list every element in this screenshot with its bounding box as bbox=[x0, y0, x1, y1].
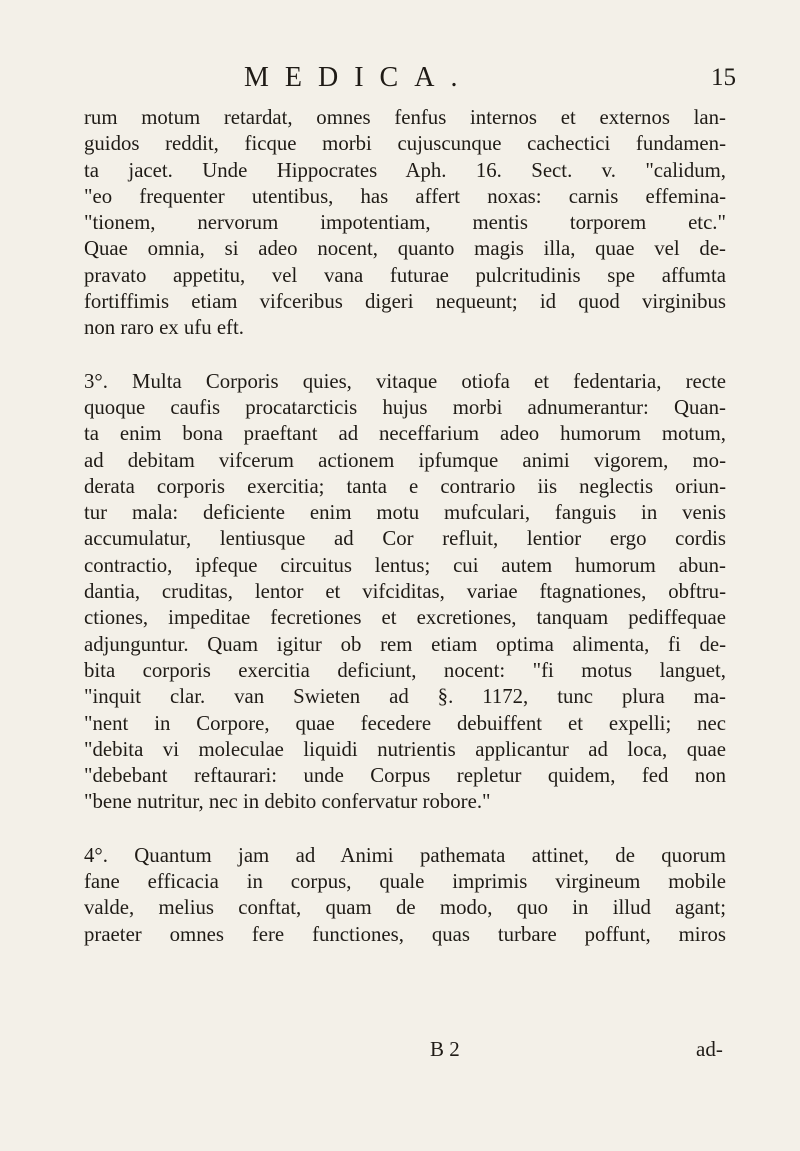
text-line: non raro ex ufu eft. bbox=[84, 316, 244, 340]
paragraph-2 bbox=[84, 369, 726, 816]
text-line: tur mala: deficiente enim motu mufculari, fanguis in venis bbox=[84, 501, 726, 525]
text-line: valde, melius conftat, quam de modo, quo in illud agant; bbox=[84, 896, 726, 920]
text-line: quoque caufis procatarcticis hujus morbi adnumerantur: Quan- bbox=[84, 395, 726, 419]
text-line: "tionem, nervorum impotentiam, mentis torporem etc." bbox=[84, 211, 726, 235]
text-line: "inquit clar. van Swieten ad §. 1172, tunc plura ma- bbox=[84, 685, 726, 709]
text-line: "debita vi moleculae liquidi nutrientis applicantur ad loca, quae bbox=[84, 737, 726, 761]
text-line: Quae omnia, si adeo nocent, quanto magis illa, quae vel de- bbox=[84, 237, 726, 261]
running-head: MEDICA. bbox=[244, 62, 474, 93]
text-line: guidos reddit, ficque morbi cujuscunque cachectici fundamen- bbox=[84, 132, 726, 156]
text-line: "eo frequenter utentibus, has affert noxas: carnis effemina- bbox=[84, 184, 726, 208]
text-line: ta jacet. Unde Hippocrates Aph. 16. Sect. v. "calidum, bbox=[84, 158, 726, 182]
text-line: ta enim bona praeftant ad neceffarium adeo humorum motum, bbox=[84, 422, 726, 446]
paragraph-1 bbox=[84, 105, 726, 342]
text-line: 4°. Quantum jam ad Animi pathemata attinet, de quorum bbox=[84, 843, 726, 867]
text-line: ad debitam vifcerum actionem ipfumque animi vigorem, mo- bbox=[84, 448, 726, 472]
text-line: adjunguntur. Quam igitur ob rem etiam optima alimenta, fi de- bbox=[84, 632, 726, 656]
text-line: rum motum retardat, omnes fenfus internos et externos lan- bbox=[84, 106, 726, 129]
text-line: dantia, cruditas, lentor et vifciditas, variae ftagnationes, obftru- bbox=[84, 580, 726, 604]
text-line: "debebant reftaurari: unde Corpus repletur quidem, fed non bbox=[84, 764, 726, 788]
text-line: "nent in Corpore, quae fecedere debuiffent et expelli; nec bbox=[84, 711, 726, 735]
page-footer bbox=[0, 1037, 800, 1067]
catchword: ad- bbox=[696, 1037, 723, 1061]
page-number: 15 bbox=[711, 64, 736, 91]
text-line: "bene nutritur, nec in debito confervatur robore." bbox=[84, 790, 491, 814]
text-line: fane efficacia in corpus, quale imprimis virgineum mobile bbox=[84, 870, 726, 894]
text-line: pravato appetitu, vel vana futurae pulcritudinis spe affumta bbox=[84, 263, 726, 287]
text-line: derata corporis exercitia; tanta e contrario iis neglectis oriun- bbox=[84, 474, 726, 498]
text-line: 3°. Multa Corporis quies, vitaque otiofa et fedentaria, recte bbox=[84, 369, 726, 393]
text-line: ctiones, impeditae fecretiones et excretiones, tanquam pediffequae bbox=[84, 606, 726, 630]
signature-mark: B 2 bbox=[430, 1037, 460, 1061]
text-line: fortiffimis etiam vifceribus digeri nequeunt; id quod virginibus bbox=[84, 290, 726, 314]
text-line: contractio, ipfeque circuitus lentus; cui autem humorum abun- bbox=[84, 553, 726, 577]
paragraph-3 bbox=[84, 843, 726, 948]
text-body bbox=[84, 105, 726, 948]
text-line: praeter omnes fere functiones, quas turbare poffunt, miros bbox=[84, 922, 726, 946]
page-header bbox=[0, 62, 800, 102]
text-line: bita corporis exercitia deficiunt, nocent: "fi motus languet, bbox=[84, 658, 726, 682]
text-line: accumulatur, lentiusque ad Cor refluit, lentior ergo cordis bbox=[84, 527, 726, 551]
